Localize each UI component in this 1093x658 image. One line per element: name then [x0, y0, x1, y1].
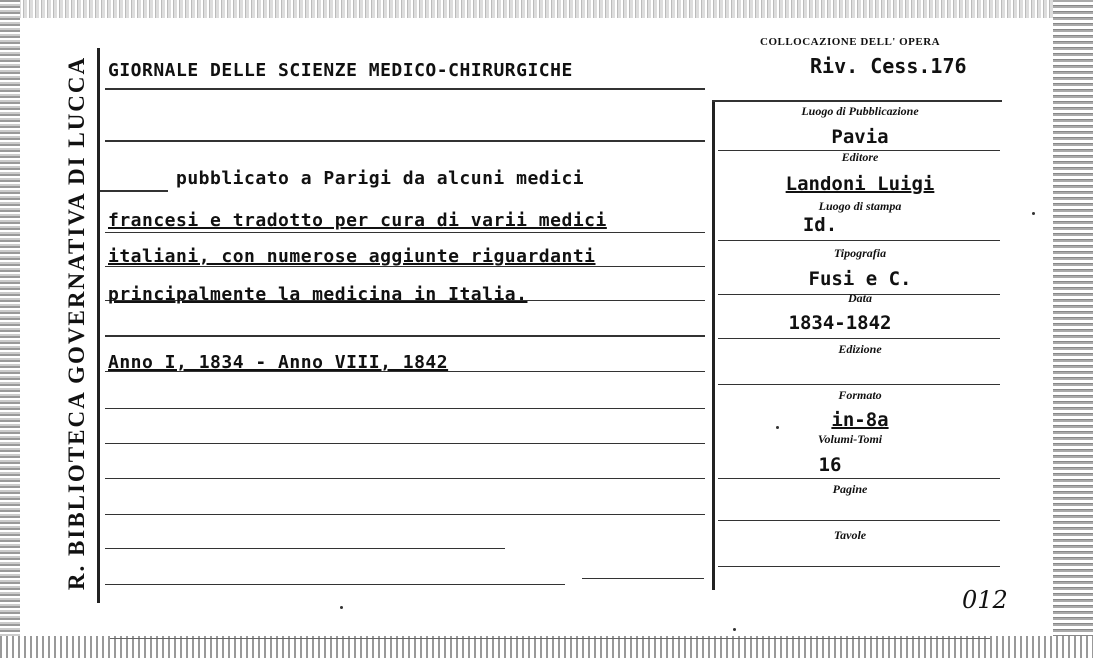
ruled-line: [105, 232, 705, 233]
field-label-luogo-pubblicazione: Luogo di Pubblicazione: [801, 104, 919, 118]
description-line-3: italiani, con numerose aggiunte riguardanti: [108, 246, 596, 267]
ruled-line: [105, 514, 705, 515]
field-label-volumi-tomi: Volumi-Tomi: [817, 432, 883, 446]
field-rule: [718, 384, 1000, 385]
card-edge-top: [0, 0, 1093, 18]
library-side-label: R. BIBLIOTECA GOVERNATIVA DI LUCCA: [64, 55, 89, 591]
field-label-tipografia: Tipografia: [833, 246, 887, 260]
field-rule: [718, 240, 1000, 241]
ruled-line: [105, 584, 565, 585]
years-line: Anno I, 1834 - Anno VIII, 1842: [108, 352, 449, 373]
fields-box-left: [712, 102, 715, 590]
description-line-1: pubblicato a Parigi da alcuni medici: [176, 168, 585, 189]
description-line-2: francesi e tradotto per cura di varii medici: [108, 210, 607, 231]
ink-dot: [340, 606, 343, 609]
ink-dot: [776, 426, 779, 429]
field-label-pagine: Pagine: [832, 482, 868, 496]
field-value-luogo-pubblicazione: Pavia: [831, 126, 889, 148]
periodical-title: GIORNALE DELLE SCIENZE MEDICO-CHIRURGICHE: [108, 60, 573, 81]
ruled-line: [105, 88, 705, 90]
field-rule: [718, 520, 1000, 521]
field-label-formato: Formato: [838, 388, 882, 402]
ruled-line: [105, 408, 705, 409]
card-footer-line: [110, 638, 990, 639]
field-value-volumi-tomi: 16: [818, 454, 842, 476]
field-rule: [718, 566, 1000, 567]
field-value-data: 1834-1842: [788, 312, 892, 334]
ruled-line: [100, 190, 168, 192]
field-label-editore: Editore: [841, 150, 879, 164]
field-value-tipografia: Fusi e C.: [808, 268, 912, 290]
card-edge-bottom: [0, 636, 1093, 658]
shelfmark: Riv. Cess.176: [810, 54, 967, 78]
ruled-line: [582, 578, 704, 579]
card-edge-left: [0, 0, 20, 658]
field-value-luogo-stampa: Id.: [802, 214, 838, 236]
collocazione-label: COLLOCAZIONE DELL' OPERA: [760, 36, 941, 48]
ruled-line: [105, 443, 705, 444]
field-label-edizione: Edizione: [838, 342, 882, 356]
field-value-editore: Landoni Luigi: [785, 173, 935, 195]
field-label-tavole: Tavole: [833, 528, 867, 542]
ink-dot: [1032, 212, 1035, 215]
handwritten-note: 012: [962, 586, 1008, 614]
card-edge-right: [1053, 0, 1093, 658]
ink-dot: [733, 628, 736, 631]
fields-box-top: [712, 100, 1002, 102]
ruled-line: [105, 140, 705, 142]
ruled-line: [105, 335, 705, 337]
field-label-luogo-stampa: Luogo di stampa: [818, 199, 902, 213]
field-value-formato: in-8a: [831, 409, 889, 431]
ruled-line: [105, 478, 705, 479]
field-label-data: Data: [848, 291, 872, 305]
description-line-4: principalmente la medicina in Italia.: [108, 284, 528, 305]
field-rule: [718, 338, 1000, 339]
ruled-line: [105, 548, 505, 549]
field-rule: [718, 478, 1000, 479]
left-margin-bar: [97, 48, 100, 603]
